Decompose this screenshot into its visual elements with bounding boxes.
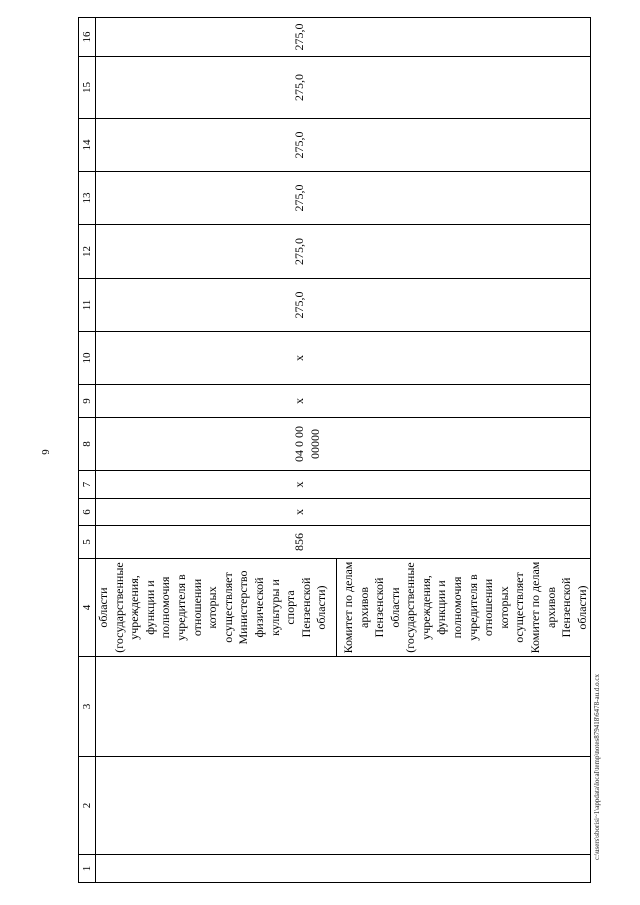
header-cell-7: 7 bbox=[79, 471, 96, 499]
header-cell-11: 11 bbox=[79, 279, 96, 332]
col11-value: 275,0 bbox=[292, 291, 306, 319]
header-cell-1: 1 bbox=[79, 855, 96, 883]
col16-value: 275,0 bbox=[292, 23, 306, 51]
col13-value: 275,0 bbox=[292, 184, 306, 212]
col4-archives-committee-text: Комитет по делам архивов Пензенской области (государственные учреждения, функции и полномочия учредителя в отношении которых осуществляет Комитет по делам архивов Пензенской области) bbox=[340, 561, 589, 654]
col15-value: 275,0 bbox=[292, 74, 306, 101]
cell-col11 bbox=[96, 279, 591, 332]
budget-table bbox=[78, 17, 591, 883]
col9-value: x bbox=[292, 398, 306, 404]
cell-col7 bbox=[96, 471, 591, 499]
header-cell-10: 10 bbox=[79, 332, 96, 385]
col12-value: 275,0 bbox=[292, 238, 306, 265]
cell-col2 bbox=[96, 757, 591, 855]
cell-col15 bbox=[96, 57, 591, 119]
header-cell-8: 8 bbox=[79, 418, 96, 471]
header-cell-5: 5 bbox=[79, 526, 96, 559]
header-cell-3: 3 bbox=[79, 657, 96, 757]
col6-value: x bbox=[292, 509, 306, 515]
header-cell-16: 16 bbox=[79, 18, 96, 57]
rotated-table-wrapper bbox=[78, 18, 589, 883]
header-cell-2: 2 bbox=[79, 757, 96, 855]
cell-col9 bbox=[96, 385, 591, 418]
cell-col12 bbox=[96, 225, 591, 279]
header-cell-14: 14 bbox=[79, 119, 96, 172]
table-row bbox=[96, 18, 591, 883]
cell-col10 bbox=[96, 332, 591, 385]
cell-col13 bbox=[96, 172, 591, 225]
cell-col4 bbox=[96, 559, 591, 657]
file-path-footer: c:\users\sborisi~1\appdata\local\temp\notes879418\6478-au.d.o.cx bbox=[593, 674, 601, 860]
cell-col16 bbox=[96, 18, 591, 57]
cell-col8 bbox=[96, 418, 591, 471]
col8-value: 04 0 00 00000 bbox=[292, 426, 322, 462]
page-number: 6 bbox=[39, 449, 51, 455]
cell-col1 bbox=[96, 855, 591, 883]
header-cell-15: 15 bbox=[79, 57, 96, 119]
cell-col6 bbox=[96, 499, 591, 526]
cell-col3 bbox=[96, 657, 591, 757]
header-cell-4: 4 bbox=[79, 559, 96, 657]
col4-ministry-text: области (государственные учреждения, функции и полномочия учредителя в отношении которых осуществляет Министерство физической культуры и спорта Пензенской области) bbox=[96, 559, 337, 656]
col10-value: x bbox=[292, 355, 306, 361]
header-row bbox=[79, 18, 96, 883]
col5-value: 856 bbox=[292, 533, 306, 551]
cell-col5 bbox=[96, 526, 591, 559]
header-cell-6: 6 bbox=[79, 499, 96, 526]
header-cell-12: 12 bbox=[79, 225, 96, 279]
col7-value: x bbox=[292, 481, 306, 488]
header-cell-13: 13 bbox=[79, 172, 96, 225]
cell-col14 bbox=[96, 119, 591, 172]
header-cell-9: 9 bbox=[79, 385, 96, 418]
col14-value: 275,0 bbox=[292, 131, 306, 159]
